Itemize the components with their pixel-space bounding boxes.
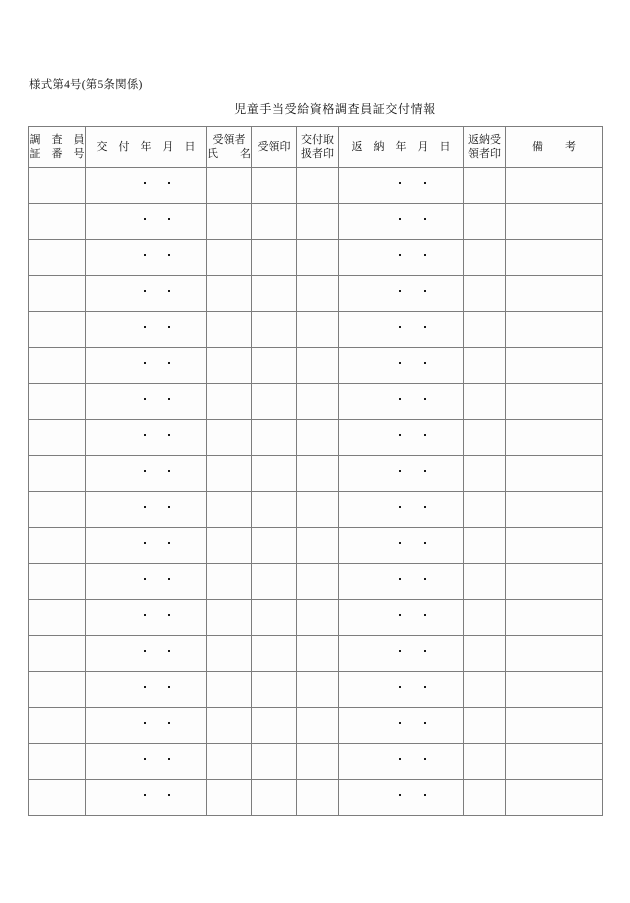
header-line-1: 調 査 員 — [29, 133, 85, 146]
cell-investigator-id[interactable] — [29, 384, 86, 420]
cell-recipient-seal[interactable] — [252, 420, 297, 456]
cell-issuer-seal[interactable] — [297, 492, 339, 528]
date-separator-dot — [424, 758, 426, 760]
cell-issue-date[interactable] — [86, 672, 207, 708]
cell-return-date[interactable] — [339, 600, 464, 636]
cell-return-recipient-seal[interactable] — [464, 456, 506, 492]
cell-remarks[interactable] — [506, 528, 603, 564]
cell-investigator-id[interactable] — [29, 204, 86, 240]
cell-recipient-name[interactable] — [207, 456, 252, 492]
date-separator-dot — [144, 578, 146, 580]
cell-recipient-seal[interactable] — [252, 636, 297, 672]
cell-issue-date[interactable] — [86, 744, 207, 780]
cell-recipient-seal[interactable] — [252, 204, 297, 240]
cell-investigator-id[interactable] — [29, 312, 86, 348]
cell-issuer-seal[interactable] — [297, 204, 339, 240]
cell-issuer-seal[interactable] — [297, 744, 339, 780]
date-separator-dot — [144, 182, 146, 184]
cell-issue-date[interactable] — [86, 492, 207, 528]
date-separator-dot — [424, 686, 426, 688]
cell-recipient-seal[interactable] — [252, 348, 297, 384]
cell-recipient-name[interactable] — [207, 348, 252, 384]
date-separator-dot — [168, 758, 170, 760]
cell-return-recipient-seal[interactable] — [464, 744, 506, 780]
cell-recipient-name[interactable] — [207, 240, 252, 276]
page-title: 児童手当受給資格調査員証交付情報 — [234, 102, 436, 116]
cell-issue-date[interactable] — [86, 204, 207, 240]
cell-recipient-seal[interactable] — [252, 384, 297, 420]
table-row — [29, 420, 603, 456]
cell-return-date[interactable] — [339, 780, 464, 816]
cell-investigator-id[interactable] — [29, 348, 86, 384]
table-row — [29, 168, 603, 204]
cell-remarks[interactable] — [506, 744, 603, 780]
date-separator-dot — [424, 398, 426, 400]
table-row — [29, 348, 603, 384]
cell-return-date[interactable] — [339, 672, 464, 708]
cell-recipient-name[interactable] — [207, 708, 252, 744]
cell-recipient-name[interactable] — [207, 276, 252, 312]
cell-recipient-name[interactable] — [207, 636, 252, 672]
cell-investigator-id[interactable] — [29, 168, 86, 204]
cell-issuer-seal[interactable] — [297, 420, 339, 456]
cell-investigator-id[interactable] — [29, 600, 86, 636]
cell-recipient-name[interactable] — [207, 312, 252, 348]
cell-recipient-name[interactable] — [207, 168, 252, 204]
table-row — [29, 492, 603, 528]
cell-investigator-id[interactable] — [29, 564, 86, 600]
date-separator-dot — [144, 218, 146, 220]
date-separator-dot — [168, 434, 170, 436]
cell-remarks[interactable] — [506, 456, 603, 492]
cell-investigator-id[interactable] — [29, 744, 86, 780]
cell-issue-date[interactable] — [86, 420, 207, 456]
issuance-record-table — [28, 126, 603, 816]
cell-recipient-seal[interactable] — [252, 564, 297, 600]
table-row — [29, 636, 603, 672]
date-separator-dot — [168, 542, 170, 544]
date-separator-dot — [168, 254, 170, 256]
date-separator-dot — [144, 362, 146, 364]
form-table-container — [28, 126, 602, 816]
date-separator-dot — [424, 326, 426, 328]
header-line-1: 交付取 — [301, 133, 334, 146]
cell-return-recipient-seal[interactable] — [464, 384, 506, 420]
cell-remarks[interactable] — [506, 420, 603, 456]
date-separator-dot — [399, 506, 401, 508]
table-header-row — [29, 127, 603, 168]
table-row — [29, 600, 603, 636]
cell-return-recipient-seal[interactable] — [464, 204, 506, 240]
cell-investigator-id[interactable] — [29, 276, 86, 312]
table-row — [29, 780, 603, 816]
date-separator-dot — [168, 614, 170, 616]
date-separator-dot — [168, 686, 170, 688]
cell-issue-date[interactable] — [86, 384, 207, 420]
header-text: 備 考 — [532, 140, 576, 153]
date-separator-dot — [399, 758, 401, 760]
cell-issue-date[interactable] — [86, 564, 207, 600]
date-separator-dot — [168, 722, 170, 724]
cell-return-recipient-seal[interactable] — [464, 636, 506, 672]
cell-investigator-id[interactable] — [29, 528, 86, 564]
date-separator-dot — [399, 470, 401, 472]
cell-return-date[interactable] — [339, 348, 464, 384]
cell-investigator-id[interactable] — [29, 780, 86, 816]
date-separator-dot — [144, 650, 146, 652]
date-separator-dot — [424, 434, 426, 436]
cell-remarks[interactable] — [506, 168, 603, 204]
cell-issue-date[interactable] — [86, 312, 207, 348]
table-row — [29, 528, 603, 564]
table-body — [29, 168, 603, 816]
cell-issuer-seal[interactable] — [297, 528, 339, 564]
cell-return-recipient-seal[interactable] — [464, 708, 506, 744]
cell-return-date[interactable] — [339, 564, 464, 600]
date-separator-dot — [424, 614, 426, 616]
header-line-1: 返納受 — [468, 133, 501, 146]
date-separator-dot — [144, 470, 146, 472]
cell-return-date[interactable] — [339, 384, 464, 420]
cell-issue-date[interactable] — [86, 528, 207, 564]
cell-issue-date[interactable] — [86, 456, 207, 492]
cell-investigator-id[interactable] — [29, 672, 86, 708]
date-separator-dot — [424, 578, 426, 580]
cell-issue-date[interactable] — [86, 276, 207, 312]
cell-issuer-seal[interactable] — [297, 672, 339, 708]
column-header-return-date — [339, 127, 464, 168]
cell-recipient-seal[interactable] — [252, 168, 297, 204]
cell-recipient-name[interactable] — [207, 204, 252, 240]
column-header-recipient-name — [207, 127, 252, 168]
date-separator-dot — [399, 182, 401, 184]
cell-recipient-seal[interactable] — [252, 456, 297, 492]
date-separator-dot — [424, 362, 426, 364]
cell-recipient-seal[interactable] — [252, 276, 297, 312]
date-separator-dot — [144, 326, 146, 328]
date-separator-dot — [399, 434, 401, 436]
date-separator-dot — [424, 182, 426, 184]
cell-issuer-seal[interactable] — [297, 564, 339, 600]
cell-issuer-seal[interactable] — [297, 708, 339, 744]
table-row — [29, 204, 603, 240]
cell-return-recipient-seal[interactable] — [464, 780, 506, 816]
cell-recipient-seal[interactable] — [252, 492, 297, 528]
cell-return-recipient-seal[interactable] — [464, 492, 506, 528]
date-separator-dot — [424, 650, 426, 652]
cell-return-date[interactable] — [339, 708, 464, 744]
cell-investigator-id[interactable] — [29, 240, 86, 276]
table-row — [29, 384, 603, 420]
cell-return-date[interactable] — [339, 168, 464, 204]
cell-remarks[interactable] — [506, 312, 603, 348]
date-separator-dot — [144, 614, 146, 616]
cell-recipient-seal[interactable] — [252, 528, 297, 564]
cell-investigator-id[interactable] — [29, 420, 86, 456]
cell-recipient-seal[interactable] — [252, 780, 297, 816]
date-separator-dot — [399, 254, 401, 256]
date-separator-dot — [424, 542, 426, 544]
cell-issuer-seal[interactable] — [297, 384, 339, 420]
date-separator-dot — [168, 326, 170, 328]
date-separator-dot — [399, 650, 401, 652]
cell-remarks[interactable] — [506, 384, 603, 420]
date-separator-dot — [424, 470, 426, 472]
header-line-2: 領者印 — [468, 148, 501, 160]
cell-issuer-seal[interactable] — [297, 348, 339, 384]
date-separator-dot — [424, 506, 426, 508]
cell-remarks[interactable] — [506, 600, 603, 636]
cell-issuer-seal[interactable] — [297, 312, 339, 348]
date-separator-dot — [399, 362, 401, 364]
date-separator-dot — [399, 218, 401, 220]
date-separator-dot — [168, 470, 170, 472]
cell-recipient-name[interactable] — [207, 528, 252, 564]
date-separator-dot — [399, 578, 401, 580]
header-text: 受領印 — [257, 140, 291, 153]
cell-investigator-id[interactable] — [29, 708, 86, 744]
cell-return-recipient-seal[interactable] — [464, 168, 506, 204]
date-separator-dot — [168, 506, 170, 508]
date-separator-dot — [424, 254, 426, 256]
cell-return-date[interactable] — [339, 204, 464, 240]
date-separator-dot — [144, 686, 146, 688]
cell-recipient-name[interactable] — [207, 384, 252, 420]
table-row — [29, 240, 603, 276]
date-separator-dot — [168, 362, 170, 364]
date-separator-dot — [399, 686, 401, 688]
date-separator-dot — [168, 794, 170, 796]
table-row — [29, 744, 603, 780]
cell-issue-date[interactable] — [86, 240, 207, 276]
cell-issue-date[interactable] — [86, 780, 207, 816]
cell-issuer-seal[interactable] — [297, 276, 339, 312]
cell-return-recipient-seal[interactable] — [464, 240, 506, 276]
date-separator-dot — [168, 182, 170, 184]
cell-return-date[interactable] — [339, 528, 464, 564]
cell-return-recipient-seal[interactable] — [464, 348, 506, 384]
cell-return-date[interactable] — [339, 240, 464, 276]
cell-remarks[interactable] — [506, 204, 603, 240]
date-separator-dot — [144, 290, 146, 292]
cell-recipient-name[interactable] — [207, 492, 252, 528]
date-separator-dot — [168, 218, 170, 220]
cell-recipient-name[interactable] — [207, 420, 252, 456]
cell-return-recipient-seal[interactable] — [464, 528, 506, 564]
form-code-label: 様式第4号(第5条関係) — [29, 79, 143, 91]
cell-remarks[interactable] — [506, 564, 603, 600]
cell-recipient-seal[interactable] — [252, 708, 297, 744]
date-separator-dot — [168, 650, 170, 652]
date-separator-dot — [399, 398, 401, 400]
date-separator-dot — [399, 722, 401, 724]
cell-return-recipient-seal[interactable] — [464, 600, 506, 636]
date-separator-dot — [168, 578, 170, 580]
cell-return-date[interactable] — [339, 492, 464, 528]
header-line-2: 氏 名 — [207, 148, 251, 160]
cell-remarks[interactable] — [506, 636, 603, 672]
date-separator-dot — [144, 542, 146, 544]
cell-issuer-seal[interactable] — [297, 600, 339, 636]
header-line-2: 扱者印 — [301, 148, 334, 160]
cell-recipient-name[interactable] — [207, 672, 252, 708]
cell-recipient-name[interactable] — [207, 780, 252, 816]
cell-issuer-seal[interactable] — [297, 240, 339, 276]
cell-remarks[interactable] — [506, 708, 603, 744]
cell-issue-date[interactable] — [86, 636, 207, 672]
cell-return-recipient-seal[interactable] — [464, 312, 506, 348]
table-row — [29, 312, 603, 348]
cell-return-recipient-seal[interactable] — [464, 672, 506, 708]
date-separator-dot — [144, 722, 146, 724]
cell-investigator-id[interactable] — [29, 456, 86, 492]
header-text: 交 付 年 月 日 — [96, 140, 196, 153]
cell-recipient-seal[interactable] — [252, 240, 297, 276]
date-separator-dot — [424, 722, 426, 724]
header-line-2: 証 番 号 — [29, 148, 85, 160]
date-separator-dot — [399, 326, 401, 328]
cell-return-date[interactable] — [339, 744, 464, 780]
cell-recipient-seal[interactable] — [252, 672, 297, 708]
header-line-1: 受領者 — [212, 133, 246, 146]
column-header-remarks — [506, 127, 603, 168]
date-separator-dot — [144, 434, 146, 436]
header-text: 返 納 年 月 日 — [351, 140, 451, 153]
column-header-issue-date — [86, 127, 207, 168]
cell-issue-date[interactable] — [86, 600, 207, 636]
cell-remarks[interactable] — [506, 492, 603, 528]
table-row — [29, 708, 603, 744]
date-separator-dot — [399, 542, 401, 544]
cell-return-date[interactable] — [339, 312, 464, 348]
date-separator-dot — [144, 254, 146, 256]
cell-return-recipient-seal[interactable] — [464, 420, 506, 456]
date-separator-dot — [144, 794, 146, 796]
cell-return-date[interactable] — [339, 420, 464, 456]
column-header-recipient-seal — [252, 127, 297, 168]
cell-recipient-seal[interactable] — [252, 600, 297, 636]
cell-investigator-id[interactable] — [29, 492, 86, 528]
cell-issuer-seal[interactable] — [297, 456, 339, 492]
cell-return-recipient-seal[interactable] — [464, 564, 506, 600]
cell-return-date[interactable] — [339, 276, 464, 312]
cell-remarks[interactable] — [506, 780, 603, 816]
cell-recipient-seal[interactable] — [252, 744, 297, 780]
table-row — [29, 672, 603, 708]
date-separator-dot — [399, 794, 401, 796]
column-header-issuer-seal — [297, 127, 339, 168]
date-separator-dot — [144, 506, 146, 508]
date-separator-dot — [399, 614, 401, 616]
date-separator-dot — [144, 398, 146, 400]
table-row — [29, 276, 603, 312]
cell-investigator-id[interactable] — [29, 636, 86, 672]
cell-issue-date[interactable] — [86, 708, 207, 744]
date-separator-dot — [168, 398, 170, 400]
cell-recipient-seal[interactable] — [252, 312, 297, 348]
cell-issue-date[interactable] — [86, 168, 207, 204]
cell-remarks[interactable] — [506, 348, 603, 384]
cell-return-recipient-seal[interactable] — [464, 276, 506, 312]
table-header — [29, 127, 603, 168]
cell-remarks[interactable] — [506, 672, 603, 708]
date-separator-dot — [399, 290, 401, 292]
cell-remarks[interactable] — [506, 276, 603, 312]
date-separator-dot — [424, 794, 426, 796]
cell-issuer-seal[interactable] — [297, 636, 339, 672]
cell-issue-date[interactable] — [86, 348, 207, 384]
cell-recipient-name[interactable] — [207, 564, 252, 600]
cell-recipient-name[interactable] — [207, 600, 252, 636]
table-row — [29, 456, 603, 492]
cell-issuer-seal[interactable] — [297, 168, 339, 204]
table-row — [29, 564, 603, 600]
column-header-return-recipient-seal — [464, 127, 506, 168]
date-separator-dot — [424, 218, 426, 220]
cell-return-date[interactable] — [339, 456, 464, 492]
date-separator-dot — [168, 290, 170, 292]
date-separator-dot — [424, 290, 426, 292]
date-separator-dot — [144, 758, 146, 760]
cell-return-date[interactable] — [339, 636, 464, 672]
cell-remarks[interactable] — [506, 240, 603, 276]
cell-recipient-name[interactable] — [207, 744, 252, 780]
cell-issuer-seal[interactable] — [297, 780, 339, 816]
column-header-investigator-id — [29, 127, 86, 168]
